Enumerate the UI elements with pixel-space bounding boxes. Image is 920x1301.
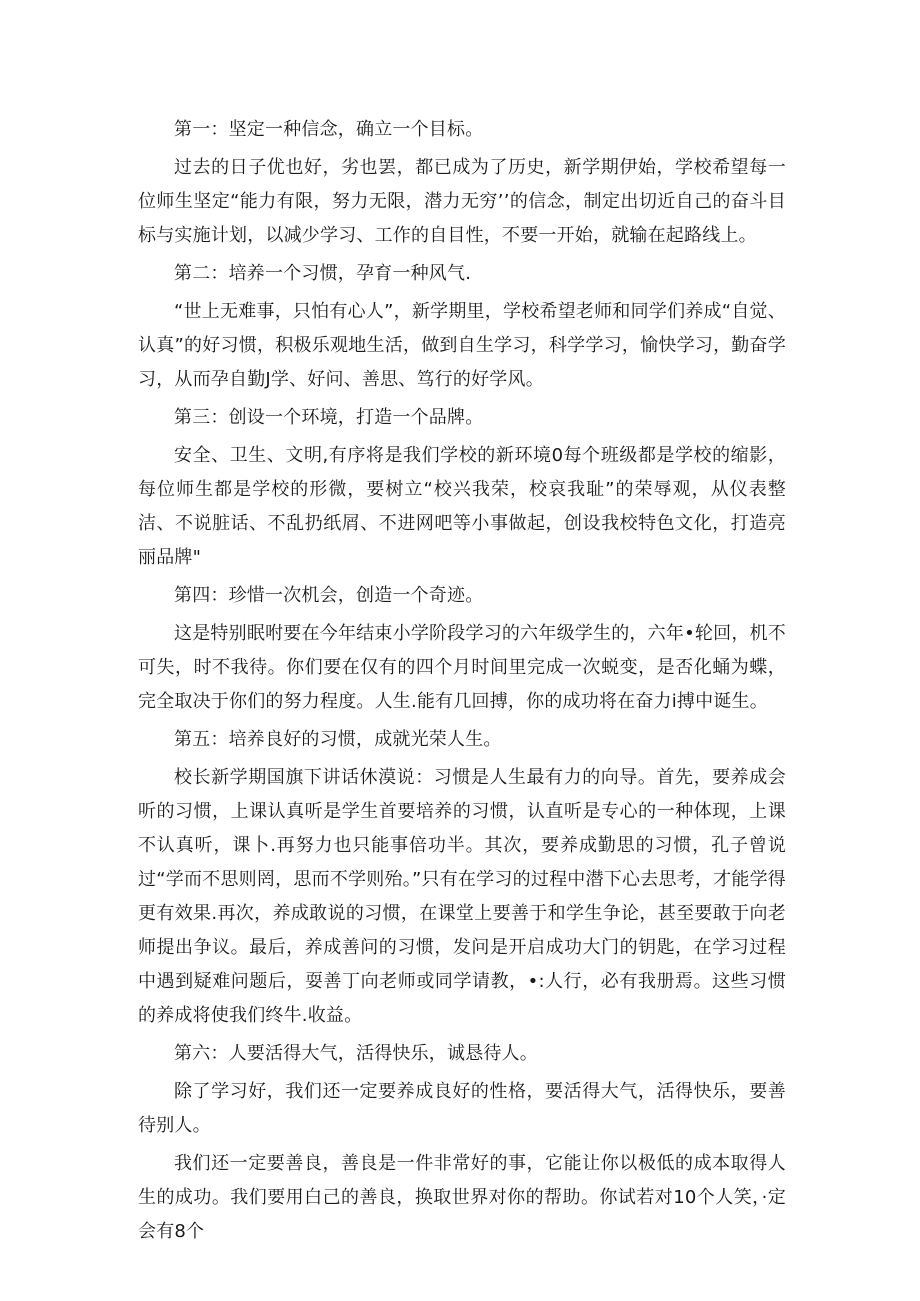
heading-4: 第四：珍惜一次机会，创造一个奇迹。	[174, 585, 484, 606]
heading-3: 第三：创设一个环境，打造一个品牌。	[174, 407, 484, 428]
paragraph-5: 校长新学期国旗下讲话休漠说：习惯是人生最有力的向导。首先，要养成会听的习惯，上课认真听是学生首要培养的习惯，认直听是专心的一种体现，上课不认真听，课卜.再努力也只能事倍功半。其次，要养成勤思的习惯，孔子曾说过“学而不思则罔，思而不学则殆。”只有在学习的过程中潜下心去思考，才能学得更有效果.再次，养成敢说的习惯，在课堂上要善于和学生争论，甚至要敢于向老师提出争议。最后，养成善问的习惯，发问是开启成功大门的钥匙，在学习过程中遇到疑难问题后，耍善丁向老师或同学请教，•:人行，必有我册焉。这些习惯的养成将使我们终牛.收益。	[138, 767, 786, 1026]
document-body	[138, 113, 786, 1253]
paragraph-2: “世上无难事，只怕有心人”，新学期里，学校希望老师和同学们养成“自觉、认真”的好习惯，积极乐观地生活，做到自生学习，科学学习，愉快学习，勤奋学习，从而孕自勤J学、好问、善思、笃行的好学风。	[138, 301, 786, 390]
heading-1: 第一：坚定一种信念，确立一个目标。	[174, 119, 484, 140]
paragraph-7: 我们还一定要善良，善良是一件非常好的事，它能让你以极低的成本取得人生的成功。我们要用白己的善良，换取世界对你的帮助。你试若对10个人笑，·定会有8个	[138, 1153, 786, 1242]
heading-2: 第二：培养一个习惯，孕育一种风气.	[174, 263, 472, 284]
heading-5: 第五：培养良好的习惯，成就光荣人生。	[174, 729, 502, 750]
paragraph-4: 这是特别眠咐要在今年结束小学阶段学习的六年级学生的，六年•轮回，机不可失，时不我待。你们要在仅有的四个月时间里完成一次蜕变，是否化蛹为蝶，完全取决于你们的努力程度。人生.能有几回搏，你的成功将在奋力i搏中诞生。	[138, 623, 786, 712]
paragraph-1: 过去的日子优也好，劣也罢，都已成为了历史，新学期伊始，学校希望每一位师生坚定“能力有限，努力无限，潜力无穷’’的信念，制定出切近自己的奋斗目标与实施计划，以减少学习、工作的自目性，不要一开始，就输在起路线上。	[138, 157, 786, 246]
paragraph-3: 安全、卫生、文明,有序将是我们学校的新环境0每个班级都是学校的缩影，每位师生都是学校的形微，要树立“校兴我荣，校哀我耻”的荣辱观，从仪表整洁、不说脏话、不乱扔纸屑、不进网吧等小事做起，创设我校特色文化，打造亮丽品牌"	[138, 445, 786, 568]
heading-6: 第六：人要活得大气，活得快乐，诚恳待人。	[174, 1043, 538, 1064]
paragraph-6: 除了学习好，我们还一定要养成良好的性格，要活得大气，活得快乐，要善待别人。	[138, 1081, 786, 1136]
